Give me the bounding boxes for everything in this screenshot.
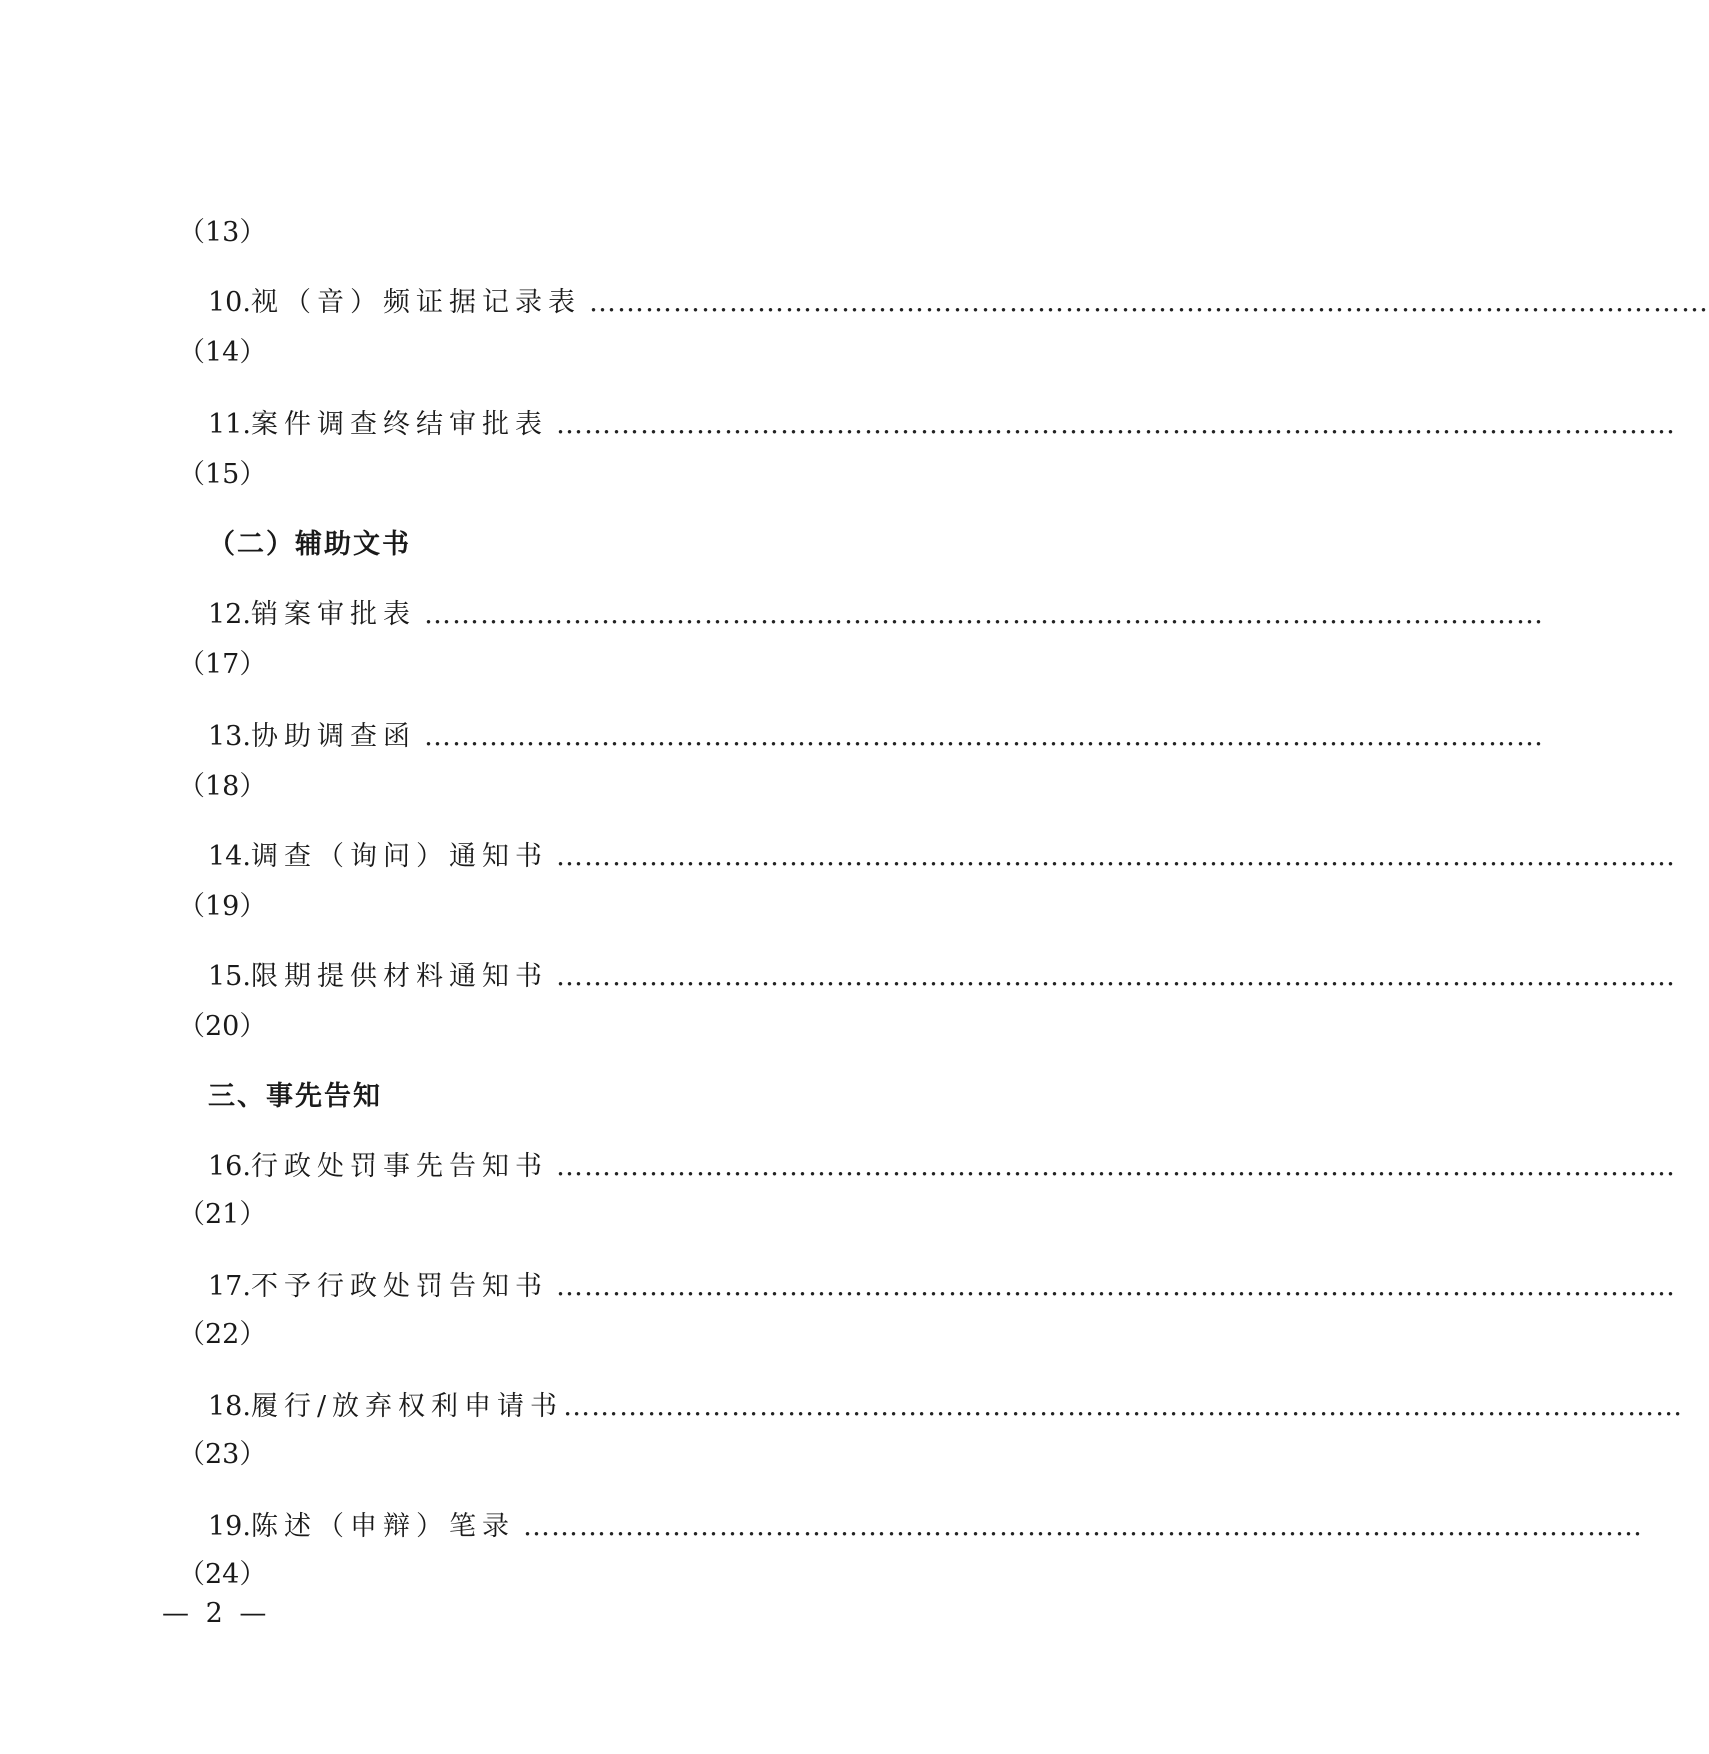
toc-entry-number: 13.: [208, 721, 251, 752]
toc-entry-title: 调查（询问）通知书: [250, 841, 548, 872]
toc-entry-18: [208, 1390, 1684, 1424]
leader-dots: …………………………………………………………………………………………………………: [563, 1391, 1684, 1422]
toc-entry-page-ref: （17）: [178, 649, 267, 680]
toc-entry-number: 18.: [208, 1391, 251, 1422]
section-heading-prior-notice: 三、事先告知: [208, 1081, 382, 1112]
toc-entry-16: [208, 1150, 1676, 1184]
toc-entry-page-ref: （18）: [178, 771, 267, 802]
toc-entry-10: [208, 286, 1709, 320]
toc-entry-number: 14.: [208, 841, 251, 872]
toc-entry-number: 17.: [208, 1271, 251, 1302]
section-heading-auxiliary: （二）辅助文书: [208, 529, 411, 560]
toc-entry-page-ref: （24）: [178, 1559, 267, 1590]
toc-entry-page-ref: （21）: [178, 1199, 267, 1230]
leader-dots: …………………………………………………………………………………………………………: [522, 1511, 1643, 1542]
leader-dots: …………………………………………………………………………………………………………: [555, 1151, 1676, 1182]
toc-entry-page-ref: （22）: [178, 1319, 267, 1350]
leader-dots: …………………………………………………………………………………………………………: [555, 1271, 1676, 1302]
toc-entry-page-ref: （15）: [178, 459, 267, 490]
leader-dots: …………………………………………………………………………………………………………: [588, 287, 1709, 318]
leader-dots: …………………………………………………………………………………………………………: [555, 409, 1676, 440]
leader-dots: …………………………………………………………………………………………………………: [423, 599, 1544, 630]
toc-entry-19: [208, 1510, 1643, 1544]
toc-entry-14: [208, 840, 1676, 874]
leader-dots: …………………………………………………………………………………………………………: [423, 721, 1544, 752]
toc-entry-page-ref: （23）: [178, 1439, 267, 1470]
toc-entry-title: 行政处罚事先告知书: [250, 1151, 548, 1182]
toc-entry-17: [208, 1270, 1676, 1304]
toc-entry-title: 协助调查函: [250, 721, 416, 752]
toc-entry-title: 案件调查终结审批表: [250, 409, 548, 440]
toc-entry-title: 不予行政处罚告知书: [250, 1271, 548, 1302]
toc-entry-number: 19.: [208, 1511, 251, 1542]
page-number: — 2 —: [162, 1598, 271, 1629]
page-ref-13: （13）: [178, 217, 267, 248]
toc-entry-title: 限期提供材料通知书: [250, 961, 548, 992]
toc-entry-number: 10.: [208, 287, 251, 318]
toc-entry-number: 15.: [208, 961, 251, 992]
toc-entry-title: 视（音）频证据记录表: [250, 287, 581, 318]
leader-dots: …………………………………………………………………………………………………………: [555, 841, 1676, 872]
toc-entry-number: 16.: [208, 1151, 251, 1182]
toc-entry-title: 销案审批表: [250, 599, 416, 630]
toc-entry-number: 12.: [208, 599, 251, 630]
toc-entry-number: 11.: [208, 409, 251, 440]
toc-entry-title: 履行/放弃权利申请书: [250, 1391, 564, 1422]
toc-entry-12: [208, 598, 1544, 632]
toc-entry-page-ref: （20）: [178, 1011, 267, 1042]
leader-dots: …………………………………………………………………………………………………………: [555, 961, 1676, 992]
toc-entry-page-ref: （14）: [178, 337, 267, 368]
toc-entry-15: [208, 960, 1676, 994]
toc-entry-11: [208, 408, 1676, 442]
toc-entry-title: 陈述（申辩）笔录: [250, 1511, 515, 1542]
toc-entry-13: [208, 720, 1544, 754]
toc-entry-page-ref: （19）: [178, 891, 267, 922]
